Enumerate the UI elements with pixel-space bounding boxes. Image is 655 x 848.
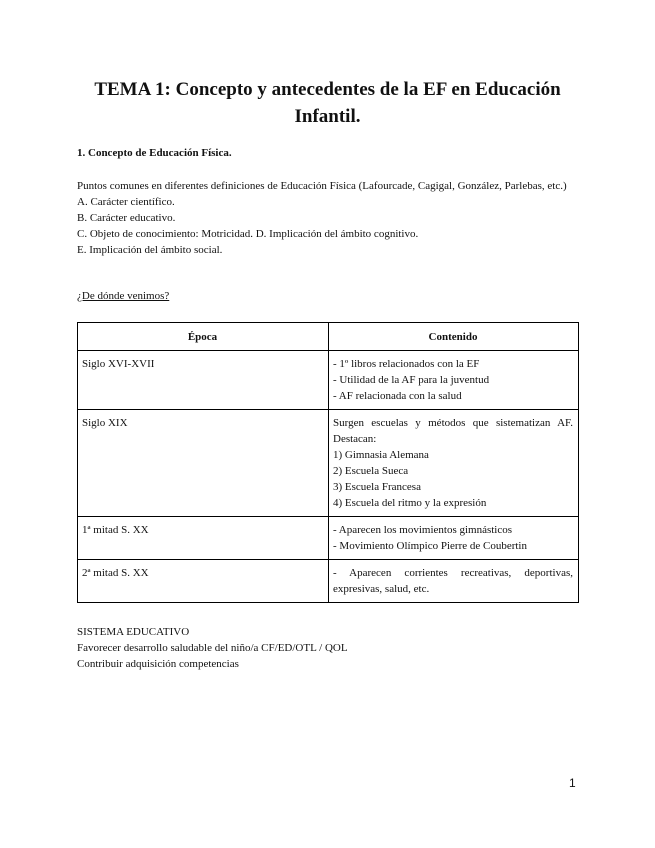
row-epoch: 1ª mitad S. XX xyxy=(78,517,329,560)
table-row xyxy=(78,410,579,517)
content-line: - Aparecen corrientes recreativas, deportivas, expresivas, salud, etc. xyxy=(333,567,573,595)
row-content xyxy=(329,517,579,560)
content-line: 3) Escuela Francesa xyxy=(333,481,421,493)
content-line: Surgen escuelas y métodos que sistematizan AF. Destacan: xyxy=(333,417,573,445)
point-c-d: C. Objeto de conocimiento: Motricidad. D. Implicación del ámbito cognitivo. xyxy=(77,228,419,240)
point-e: E. Implicación del ámbito social. xyxy=(77,244,223,256)
content-line: 4) Escuela del ritmo y la expresión xyxy=(333,497,487,509)
row-content xyxy=(329,560,579,603)
content-line: - Utilidad de la AF para la juventud xyxy=(333,374,490,386)
content-line: - Aparecen los movimientos gimnásticos xyxy=(333,524,513,536)
footer-block xyxy=(77,624,348,672)
header-epoch: Época xyxy=(78,323,329,351)
header-content: Contenido xyxy=(329,323,579,351)
intro-text: Puntos comunes en diferentes definiciones de Educación Física (Lafourcade, Cagigal, González, Parlebas, etc.) xyxy=(77,180,567,192)
section-heading: 1. Concepto de Educación Física. xyxy=(77,147,232,159)
history-question: ¿De dónde venimos? xyxy=(77,290,170,302)
table-header-row xyxy=(78,323,579,351)
footer-line: Contribuir adquisición competencias xyxy=(77,658,239,670)
row-content xyxy=(329,410,579,517)
content-line: - Movimiento Olímpico Pierre de Coubertin xyxy=(333,540,527,552)
table-row xyxy=(78,517,579,560)
content-line: - 1º libros relacionados con la EF xyxy=(333,358,480,370)
footer-line: SISTEMA EDUCATIVO xyxy=(77,626,190,638)
content-line: - AF relacionada con la salud xyxy=(333,390,462,402)
content-line: 2) Escuela Sueca xyxy=(333,465,409,477)
footer-line: Favorecer desarrollo saludable del niño/a CF/ED/OTL / QOL xyxy=(77,642,348,654)
point-a: A. Carácter científico. xyxy=(77,196,175,208)
row-epoch: Siglo XIX xyxy=(78,410,329,517)
row-epoch: 2ª mitad S. XX xyxy=(78,560,329,603)
table-row xyxy=(78,560,579,603)
row-content xyxy=(329,351,579,410)
row-epoch: Siglo XVI-XVII xyxy=(78,351,329,410)
point-b: B. Carácter educativo. xyxy=(77,212,176,224)
page-title: TEMA 1: Concepto y antecedentes de la EF en Educación Infantil. xyxy=(94,79,561,127)
table-row xyxy=(78,351,579,410)
page-number: 1 xyxy=(569,776,576,790)
intro-block xyxy=(77,178,582,258)
content-line: 1) Gimnasia Alemana xyxy=(333,449,429,461)
history-table xyxy=(77,322,579,603)
